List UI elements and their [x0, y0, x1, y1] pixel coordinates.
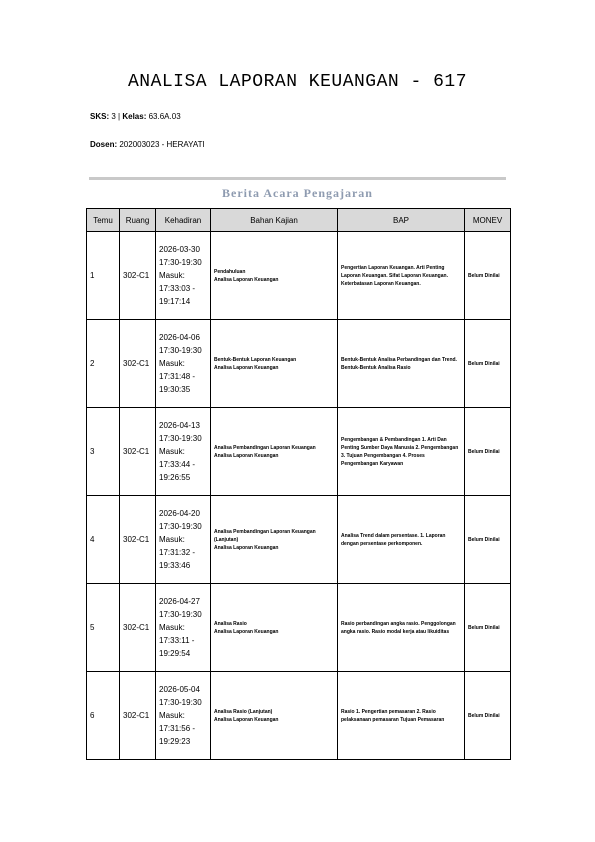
bahan-line: Pendahuluan [214, 268, 246, 275]
bahan-line: Analisa Laporan Keuangan [214, 716, 279, 723]
table-row [87, 496, 511, 584]
column-header-temu: Temu [87, 209, 120, 232]
sks-label: SKS: [90, 112, 110, 121]
table-row [87, 232, 511, 320]
bahan-line: Analisa Laporan Keuangan [214, 544, 279, 551]
bahan-line: Analisa Laporan Keuangan [214, 276, 279, 283]
cell-monev: Belum Dinilai [465, 232, 511, 320]
sks-value: 3 [111, 112, 116, 121]
cell-kehadiran: 2026-04-20 17:30-19:30 Masuk: 17:31:32 - 19:33:46 [156, 496, 211, 584]
cell-bap: Rasio perbandingan angka rasio. Penggolongan angka rasio. Rasio modal kerja atau likuiditas [338, 584, 465, 672]
cell-temu: 1 [87, 232, 120, 320]
cell-monev: Belum Dinilai [465, 672, 511, 760]
kelas-label: Kelas: [122, 112, 147, 121]
cell-ruang: 302-C1 [120, 584, 156, 672]
cell-monev: Belum Dinilai [465, 496, 511, 584]
table-row [87, 672, 511, 760]
cell-bahan-kajian [211, 408, 338, 496]
cell-kehadiran: 2026-05-04 17:30-19:30 Masuk: 17:31:56 - 19:29:23 [156, 672, 211, 760]
bahan-line: Analisa Rasio (Lanjutan) [214, 708, 273, 715]
cell-temu: 5 [87, 584, 120, 672]
column-header-monev: MONEV [465, 209, 511, 232]
cell-bahan-kajian [211, 496, 338, 584]
cell-ruang: 302-C1 [120, 496, 156, 584]
cell-bahan-kajian [211, 320, 338, 408]
cell-ruang: 302-C1 [120, 672, 156, 760]
cell-bap: Rasio 1. Pengertian pemasaran 2. Rasio pelaksanaan pemasaran Tujuan Pemasaran [338, 672, 465, 760]
cell-bap: Analisa Trend dalam persentase. 1. Laporan dengan persentase perkomponen. [338, 496, 465, 584]
cell-ruang: 302-C1 [120, 232, 156, 320]
bahan-line: Bentuk-Bentuk Laporan Keuangan [214, 356, 297, 363]
cell-monev: Belum Dinilai [465, 584, 511, 672]
teaching-report-table [86, 208, 511, 760]
section-title: Berita Acara Pengajaran [222, 186, 373, 200]
table-row [87, 408, 511, 496]
bahan-line: Analisa Laporan Keuangan [214, 452, 279, 459]
cell-bap: Bentuk-Bentuk Analisa Perbandingan dan Trend. Bentuk-Bentuk Analisa Rasio [338, 320, 465, 408]
bahan-line: Analisa Laporan Keuangan [214, 364, 279, 371]
cell-kehadiran: 2026-04-06 17:30-19:30 Masuk: 17:31:48 - 19:30:35 [156, 320, 211, 408]
column-header-bap: BAP [338, 209, 465, 232]
lecturer-info-line [90, 140, 205, 149]
cell-bahan-kajian [211, 672, 338, 760]
cell-temu: 2 [87, 320, 120, 408]
cell-bahan-kajian [211, 232, 338, 320]
column-header-kehadiran: Kehadiran [156, 209, 211, 232]
cell-temu: 3 [87, 408, 120, 496]
cell-bap: Pengertian Laporan Keuangan. Arti Penting Laporan Keuangan. Sifat Laporan Keuangan. Keterbatasan Laporan Keuangan. [338, 232, 465, 320]
cell-bap: Pengembangan & Pembandingan 1. Arti Dan Penting Sumber Daya Manusia 2. Pengembangan 3. Tujuan Pengembangan 4. Proses Pengembangan Karyawan [338, 408, 465, 496]
cell-ruang: 302-C1 [120, 320, 156, 408]
cell-bahan-kajian [211, 584, 338, 672]
bahan-line: Analisa Pembandingan Laporan Keuangan (Lanjutan) [214, 528, 316, 543]
cell-kehadiran: 2026-04-13 17:30-19:30 Masuk: 17:33:44 - 19:26:55 [156, 408, 211, 496]
bahan-line: Analisa Laporan Keuangan [214, 628, 279, 635]
column-header-bahan-kajian: Bahan Kajian [211, 209, 338, 232]
table-row [87, 320, 511, 408]
dosen-value: 202003023 - HERAYATI [119, 140, 205, 149]
kelas-value: 63.6A.03 [148, 112, 181, 121]
cell-temu: 4 [87, 496, 120, 584]
table-header-row [87, 209, 511, 232]
course-info-line [90, 112, 181, 121]
table-row [87, 584, 511, 672]
dosen-label: Dosen: [90, 140, 118, 149]
cell-monev: Belum Dinilai [465, 408, 511, 496]
section-divider [89, 177, 506, 180]
column-header-ruang: Ruang [120, 209, 156, 232]
page-title: ANALISA LAPORAN KEUANGAN - 617 [127, 72, 468, 92]
bahan-line: Analisa Rasio [214, 620, 247, 627]
cell-temu: 6 [87, 672, 120, 760]
cell-monev: Belum Dinilai [465, 320, 511, 408]
cell-kehadiran: 2026-03-30 17:30-19:30 Masuk: 17:33:03 - 19:17:14 [156, 232, 211, 320]
cell-ruang: 302-C1 [120, 408, 156, 496]
bahan-line: Analisa Pembandingan Laporan Keuangan [214, 444, 316, 451]
cell-kehadiran: 2026-04-27 17:30-19:30 Masuk: 17:33:11 - 19:29:54 [156, 584, 211, 672]
info-separator: | [118, 112, 121, 121]
